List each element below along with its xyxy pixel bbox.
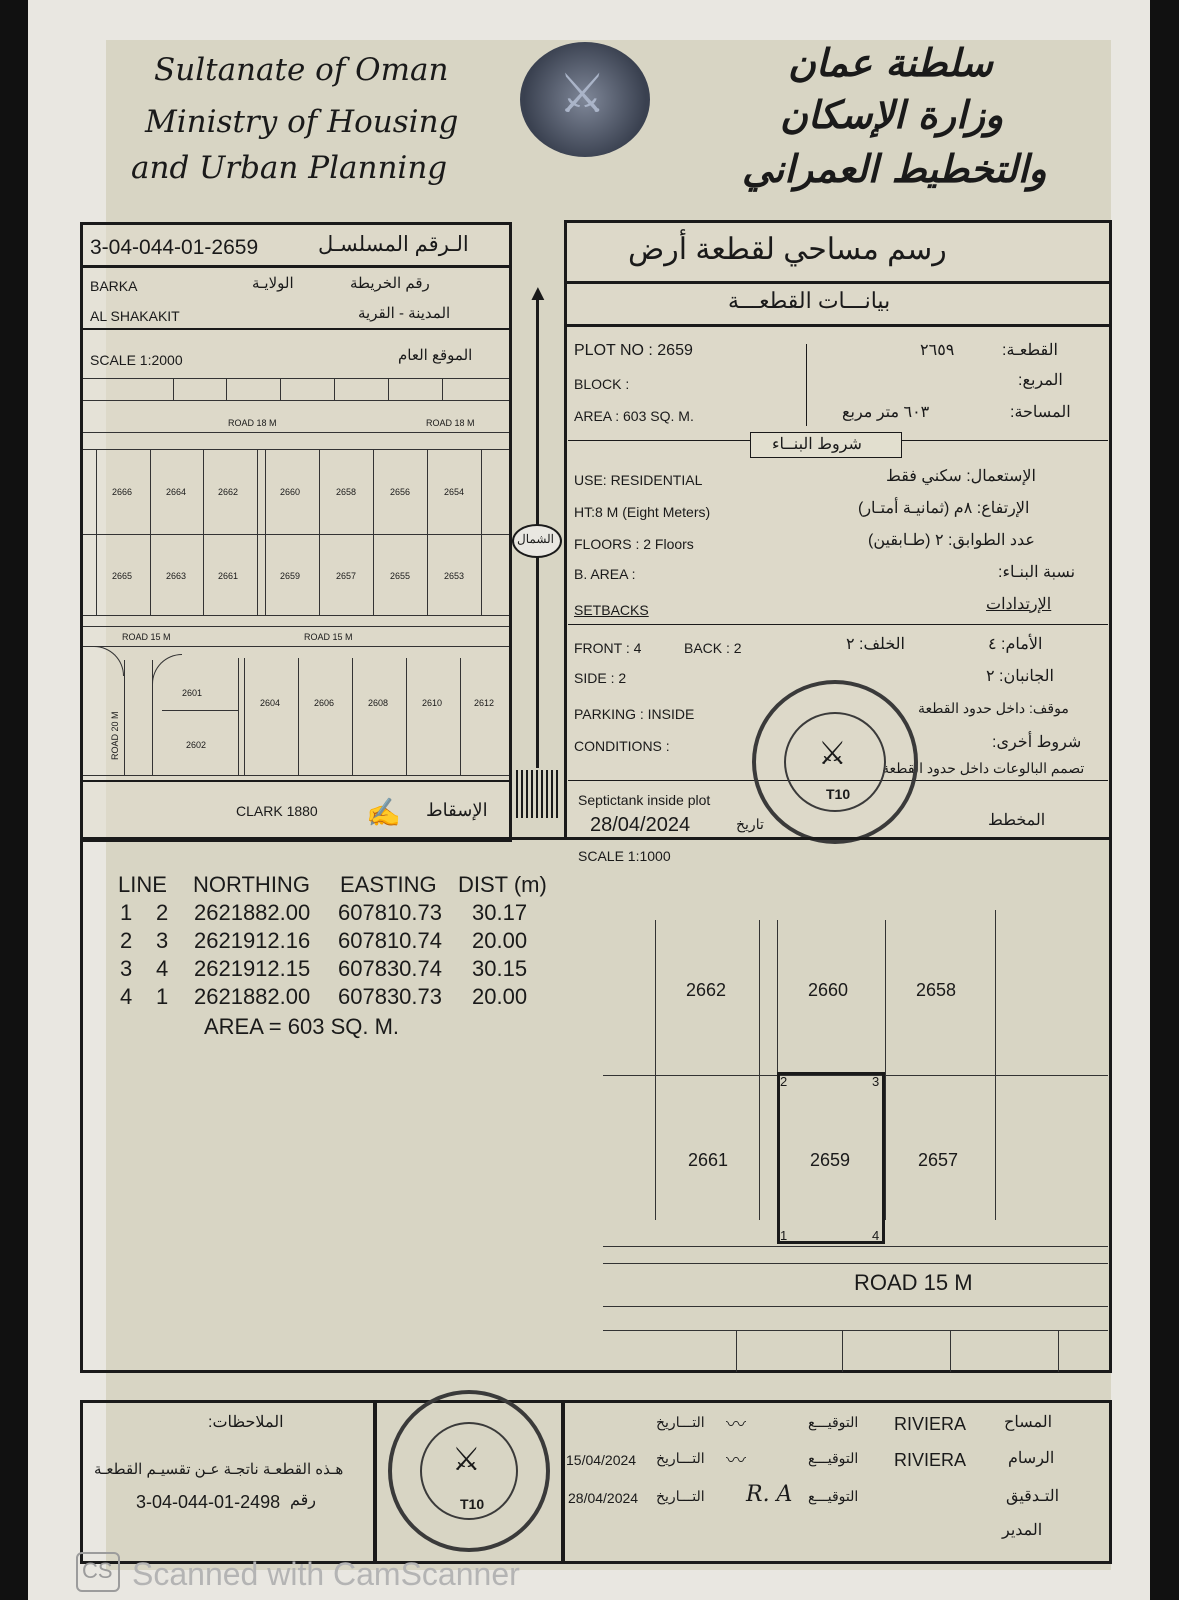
plot-2658: 2658 xyxy=(336,487,357,497)
plot-2662: 2662 xyxy=(218,487,239,497)
drafter-label: الرسام xyxy=(1008,1450,1055,1467)
coord-row-1-b: 2 xyxy=(156,900,169,925)
area-ar-label: المساحة: xyxy=(1010,404,1071,421)
header-en-line2: Ministry of Housing xyxy=(145,104,459,140)
plot-data-subtitle: بيانـــات القطعـــة xyxy=(728,288,891,313)
document-page xyxy=(28,0,1150,1600)
plan-line xyxy=(759,920,760,1220)
camscanner-watermark: Scanned with CamScanner xyxy=(132,1556,520,1592)
coord-row-2-northing: 2621912.16 xyxy=(194,928,311,953)
back-en: BACK : 2 xyxy=(684,640,742,656)
header-ar-line2: وزارة الإسكان xyxy=(780,92,1004,137)
plan-line xyxy=(603,1263,1108,1264)
coord-row-3-easting: 607830.74 xyxy=(338,956,442,981)
map-line xyxy=(124,660,125,775)
emblem-icon: ⚔ xyxy=(558,64,607,124)
surveyor-value: RIVIERA xyxy=(894,1414,967,1434)
surveyor-sign-label: التوقيـــع xyxy=(808,1414,859,1430)
plot-2657: 2657 xyxy=(336,571,357,581)
divider xyxy=(80,328,512,330)
header-ar-line1: سلطنة عمان xyxy=(788,40,993,85)
map-line xyxy=(150,449,151,615)
map-line xyxy=(406,658,407,775)
checker-date: 28/04/2024 xyxy=(568,1490,639,1506)
building-area-en: B. AREA : xyxy=(574,566,636,582)
coord-header-easting: EASTING xyxy=(340,872,437,897)
parking-ar: موقف: داخل حدود القطعة xyxy=(918,700,1069,716)
parking-en: PARKING : INSIDE xyxy=(574,706,695,722)
plot-2653: 2653 xyxy=(444,571,465,581)
plot-2655: 2655 xyxy=(390,571,411,581)
plot-no-en: PLOT NO : 2659 xyxy=(574,342,693,359)
detail-road-label: ROAD 15 M xyxy=(854,1270,973,1295)
coord-row-3-northing: 2621912.15 xyxy=(194,956,311,981)
road-label-top-1: ROAD 18 M xyxy=(228,418,277,428)
coord-row-3-a: 3 xyxy=(120,956,133,981)
coord-row-1-a: 1 xyxy=(120,900,133,925)
plot-2660: 2660 xyxy=(280,487,301,497)
map-line xyxy=(334,378,335,400)
detail-plot-2657: 2657 xyxy=(918,1150,959,1170)
coord-row-3-dist: 30.15 xyxy=(472,956,528,981)
divider xyxy=(80,780,512,782)
road-label-vertical: ROAD 20 M xyxy=(110,711,120,760)
plot-2659-map: 2659 xyxy=(280,571,301,581)
map-line xyxy=(257,449,258,615)
oman-emblem-icon: ⚔ xyxy=(818,735,847,771)
map-line xyxy=(388,378,389,400)
north-arrow-icon: ▲ xyxy=(527,280,549,305)
coord-row-1-dist: 30.17 xyxy=(472,900,528,925)
map-line xyxy=(280,378,281,400)
serial-label: الـرقم المسلسـل xyxy=(318,233,469,256)
plot-2661: 2661 xyxy=(218,571,239,581)
building-conditions-label: شروط البنــاء xyxy=(772,436,862,453)
divider xyxy=(564,281,1112,284)
septic-note: Septictank inside plot xyxy=(578,792,711,808)
coord-row-1-northing: 2621882.00 xyxy=(194,900,311,925)
corner-4: 4 xyxy=(872,1228,880,1243)
divider xyxy=(564,324,1112,327)
setbacks-en: SETBACKS xyxy=(574,602,649,618)
coord-header-line: LINE xyxy=(118,872,167,897)
conditions-ar: شروط أخرى: xyxy=(992,734,1082,751)
block-ar-label: المربع: xyxy=(1018,372,1063,389)
camscanner-logo-text: CS xyxy=(82,1558,113,1583)
use-ar: الإستعمال: سكني فقط xyxy=(886,468,1036,485)
map-line xyxy=(83,626,509,627)
map-line xyxy=(83,400,509,401)
block-en: BLOCK : xyxy=(574,376,630,392)
drafter-signature: 〰 xyxy=(726,1450,746,1472)
scale-2000: SCALE 1:2000 xyxy=(90,352,183,368)
map-line xyxy=(319,449,320,615)
plot-2664: 2664 xyxy=(166,487,187,497)
map-line xyxy=(238,658,239,775)
notes-text: هـذه القطعـة ناتجـة عـن تقسيـم القطعـة xyxy=(94,1461,344,1478)
plot-2608: 2608 xyxy=(368,698,389,708)
checker-label: التـدقيق xyxy=(1006,1488,1060,1505)
side-en: SIDE : 2 xyxy=(574,670,627,686)
divider xyxy=(806,344,807,426)
map-line xyxy=(83,449,509,450)
conditions-en: CONDITIONS : xyxy=(574,738,670,754)
drafter-date: 15/04/2024 xyxy=(566,1452,637,1468)
header-ar-line3: والتخطيط العمراني xyxy=(742,146,1047,191)
scale-1000: SCALE 1:1000 xyxy=(578,848,671,864)
map-line xyxy=(460,658,461,775)
plan-line xyxy=(1058,1330,1059,1372)
detail-plot-2661: 2661 xyxy=(688,1150,729,1170)
checker-signature: R. A xyxy=(746,1482,793,1507)
map-line xyxy=(481,449,482,615)
general-location-label: الموقع العام xyxy=(398,347,473,364)
coord-row-4-b: 1 xyxy=(156,984,169,1009)
coord-row-4-a: 4 xyxy=(120,984,133,1009)
map-line xyxy=(298,658,299,775)
projection-value: CLARK 1880 xyxy=(236,803,318,819)
coord-row-4-easting: 607830.73 xyxy=(338,984,442,1009)
map-line xyxy=(427,449,428,615)
issue-date: 28/04/2024 xyxy=(590,814,691,836)
detail-plot-2658: 2658 xyxy=(916,980,957,1000)
floors-en: FLOORS : 2 Floors xyxy=(574,536,694,552)
plan-line xyxy=(842,1330,843,1372)
notes-ref-label: رقم xyxy=(290,1492,317,1509)
map-line xyxy=(226,378,227,400)
director-label: المدير xyxy=(1002,1522,1043,1539)
projection-label: الإسقاط xyxy=(426,800,488,820)
coord-row-2-b: 3 xyxy=(156,928,169,953)
map-line xyxy=(83,646,509,647)
detail-plot-2659: 2659 xyxy=(810,1150,851,1170)
plot-2656: 2656 xyxy=(390,487,411,497)
plan-label: المخطط xyxy=(988,812,1046,829)
plan-line xyxy=(655,920,656,1220)
conditions-ar-detail: تصمم البالوعات داخل حدود القطعة xyxy=(882,760,1085,776)
plan-line xyxy=(603,1330,1108,1331)
building-area-ar: نسبة البنـاء: xyxy=(998,564,1076,581)
plan-line xyxy=(995,910,996,1220)
oman-emblem-icon-lower: ⚔ xyxy=(452,1441,481,1477)
wilayat-label: الولايـة xyxy=(252,275,294,292)
plot-2604: 2604 xyxy=(260,698,281,708)
stamp-code-upper: T10 xyxy=(826,786,851,802)
coord-row-1-easting: 607810.73 xyxy=(338,900,442,925)
plot-2601: 2601 xyxy=(182,688,203,698)
setbacks-ar: الإرتدادات xyxy=(986,596,1052,613)
coord-row-2-a: 2 xyxy=(120,928,133,953)
village-value: AL SHAKAKIT xyxy=(90,308,180,324)
map-line xyxy=(352,658,353,775)
plot-no-ar-label: القطعـة: xyxy=(1002,342,1058,359)
map-line xyxy=(265,449,266,615)
checker-date-label: التـــاريخ xyxy=(656,1488,705,1504)
plot-2663: 2663 xyxy=(166,571,187,581)
notes-label: الملاحظات: xyxy=(208,1414,284,1431)
front-ar: الأمام: ٤ xyxy=(988,636,1043,653)
corner-1: 1 xyxy=(780,1228,788,1243)
map-line xyxy=(173,378,174,400)
coord-area: AREA = 603 SQ. M. xyxy=(204,1014,400,1039)
corner-3: 3 xyxy=(872,1074,880,1089)
area-ar-value: ٦٠٣ متر مربع xyxy=(842,404,930,421)
plot-2666: 2666 xyxy=(112,487,133,497)
village-label: المدينة - القرية xyxy=(358,305,451,322)
coord-row-3-b: 4 xyxy=(156,956,169,981)
plan-line xyxy=(885,920,886,1220)
plan-line xyxy=(950,1330,951,1372)
plan-line xyxy=(603,1306,1108,1307)
plan-line xyxy=(736,1330,737,1372)
plot-2610: 2610 xyxy=(422,698,443,708)
divider xyxy=(80,265,512,268)
map-line xyxy=(96,449,97,615)
road-label-top-2: ROAD 18 M xyxy=(426,418,475,428)
header-en-line1: Sultanate of Oman xyxy=(154,52,449,88)
survey-title: رسم مساحي لقطعة أرض xyxy=(628,233,947,266)
coord-header-northing: NORTHING xyxy=(193,872,310,897)
drafter-sign-label: التوقيـــع xyxy=(808,1450,859,1466)
surveyor-signature: 〰 xyxy=(726,1414,746,1436)
checker-sign-label: التوقيـــع xyxy=(808,1488,859,1504)
floors-ar: عدد الطوابق: ٢ (طـابقين) xyxy=(868,532,1035,549)
height-en: HT:8 M (Eight Meters) xyxy=(574,504,711,520)
signature-mark: ✍ xyxy=(366,797,401,828)
barcode-icon xyxy=(516,770,560,818)
notes-ref: 3-04-044-01-2498 xyxy=(136,1492,281,1512)
coord-row-2-easting: 607810.74 xyxy=(338,928,442,953)
plot-2606: 2606 xyxy=(314,698,335,708)
detail-plot-2662: 2662 xyxy=(686,980,727,1000)
drafter-date-label: التـــاريخ xyxy=(656,1450,705,1466)
use-en: USE: RESIDENTIAL xyxy=(574,472,703,488)
surveyor-label: المساح xyxy=(1004,1414,1053,1431)
plan-line xyxy=(603,1246,1108,1247)
stamp-code-lower: T10 xyxy=(460,1496,485,1512)
detail-plot-2660: 2660 xyxy=(808,980,849,1000)
serial-value: 3-04-044-01-2659 xyxy=(90,236,259,259)
map-line xyxy=(83,534,509,535)
map-line xyxy=(83,432,509,433)
wilayat-value: BARKA xyxy=(90,278,138,294)
north-label: الشمال xyxy=(517,532,555,546)
map-line xyxy=(373,449,374,615)
map-line xyxy=(83,775,509,776)
road-label-mid-1: ROAD 15 M xyxy=(122,632,171,642)
drafter-value: RIVIERA xyxy=(894,1450,967,1470)
road-label-mid-2: ROAD 15 M xyxy=(304,632,353,642)
area-en: AREA : 603 SQ. M. xyxy=(574,408,694,424)
coord-row-2-dist: 20.00 xyxy=(472,928,528,953)
header-en-line3: and Urban Planning xyxy=(131,150,448,186)
map-line xyxy=(244,658,245,775)
date-label-right: تاريخ xyxy=(736,816,764,832)
map-line xyxy=(83,378,509,379)
map-label: رقم الخريطة xyxy=(350,275,430,292)
side-ar: الجانبان: ٢ xyxy=(986,668,1054,685)
height-ar: الإرتفاع: ٨م (ثمانيـة أمتـار) xyxy=(858,500,1030,517)
plot-no-ar-value: ٢٦٥٩ xyxy=(920,342,955,359)
map-line xyxy=(442,378,443,400)
map-line xyxy=(203,449,204,615)
plot-2602: 2602 xyxy=(186,740,207,750)
back-ar: الخلف: ٢ xyxy=(846,636,905,653)
front-en: FRONT : 4 xyxy=(574,640,642,656)
corner-2: 2 xyxy=(780,1074,788,1089)
plot-2654: 2654 xyxy=(444,487,465,497)
plot-2612: 2612 xyxy=(474,698,495,708)
coord-header-dist: DIST (m) xyxy=(458,872,547,897)
divider xyxy=(568,624,1108,625)
map-line xyxy=(83,615,509,616)
coord-row-4-northing: 2621882.00 xyxy=(194,984,311,1009)
coord-row-4-dist: 20.00 xyxy=(472,984,528,1009)
plot-2665: 2665 xyxy=(112,571,133,581)
map-line xyxy=(162,710,238,711)
surveyor-date-label: التـــاريخ xyxy=(656,1414,705,1430)
